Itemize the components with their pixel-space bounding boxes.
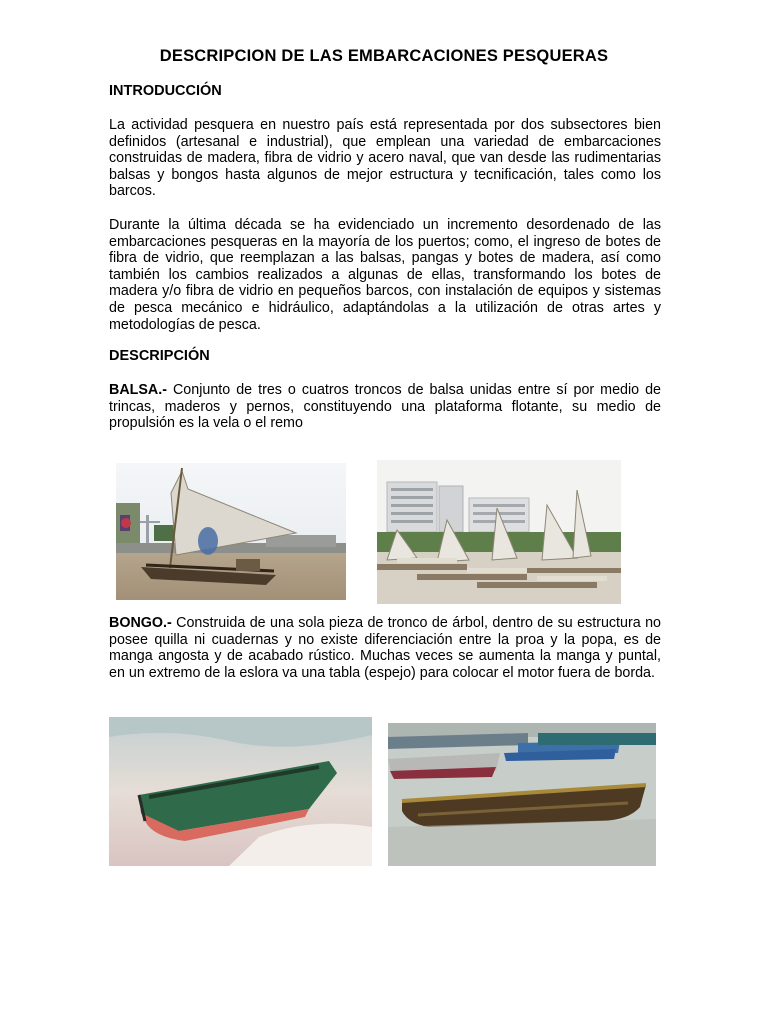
bongo-photo-2 <box>388 723 656 866</box>
document-title: DESCRIPCION DE LAS EMBARCACIONES PESQUERAS <box>159 47 609 65</box>
balsa-term: BALSA.- <box>109 382 167 398</box>
balsa-paragraph <box>109 382 661 432</box>
intro-paragraph-1: La actividad pesquera en nuestro país está representada por dos subsectores bien definidos (artesanal e industrial), que emplean una variedad de embarcaciones construidas de madera, fibra de vidrio y acero naval, que van desde las rudimentarias balsas y bongos hasta algunos de mejor estructura y tecnificación, tales como los barcos. <box>109 117 661 200</box>
balsa-text: Conjunto de tres o cuatros troncos de balsa unidas entre sí por medio de trincas, maderos y pernos, constituyendo una plataforma flotante, su medio de propulsión es la vela o el remo <box>109 382 661 432</box>
balsa-photo-2 <box>377 460 621 604</box>
balsa-photo-1 <box>116 463 346 600</box>
bongo-paragraph <box>109 615 661 681</box>
description-heading: DESCRIPCIÓN <box>109 348 210 364</box>
bongo-term: BONGO.- <box>109 615 172 631</box>
bongo-text: Construida de una sola pieza de tronco de árbol, dentro de su estructura no posee quilla ni cuadernas y no existe diferenciación entre la proa y la popa, es de manga angosta y de acabado rústico. Muchas veces se aumenta la manga y puntal, en un extremo de la eslora va una tabla (espejo) para colocar el motor fuera de borda. <box>109 615 661 681</box>
bongo-photo-1 <box>109 717 372 866</box>
intro-paragraph-2: Durante la última década se ha evidenciado un incremento desordenado de las embarcaciones pesqueras en la mayoría de los puertos; como, el ingreso de botes de fibra de vidrio, que reemplazan a las balsas, pangas y botes de madera, así como también los cambios realizados a algunas de ellas, transformando los botes de madera y/o fibra de vidrio en pequeños barcos, con instalación de equipos y sistemas de pesca mecánico e hidráulico, adaptándolas a la utilización de otras artes y metodologías de pesca. <box>109 217 661 333</box>
intro-heading: INTRODUCCIÓN <box>109 83 222 99</box>
